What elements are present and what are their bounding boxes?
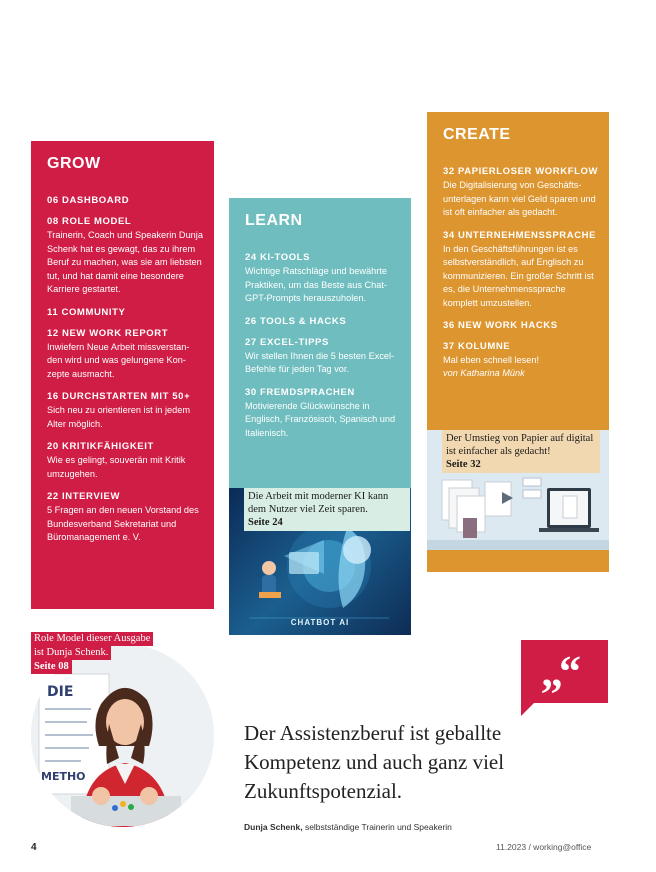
create-entries xyxy=(443,166,599,378)
toc-entry-description: Wichtige Ratschläge und bewährte Praktiken, um das Beste aus Chat-GPT-Prompts herauszuholen. xyxy=(245,266,387,304)
grow-title: GROW xyxy=(47,155,101,172)
learn-caption-text: Die Arbeit mit moderner KI kann dem Nutzer viel Zeit sparen. xyxy=(248,491,389,515)
learn-photo-caption xyxy=(244,488,410,531)
toc-entry[interactable] xyxy=(47,307,204,318)
learn-title: LEARN xyxy=(245,212,303,229)
toc-entry-heading: 32 PAPIERLOSER WORKFLOW xyxy=(443,166,599,177)
toc-entry-heading: 06 DASHBOARD xyxy=(47,195,130,206)
toc-entry[interactable] xyxy=(47,441,204,481)
toc-entry-heading: 11 COMMUNITY xyxy=(47,306,126,318)
chatbot-label: CHATBOT AI xyxy=(290,618,350,627)
toc-entry-heading: 26 TOOLS & HACKS xyxy=(245,315,347,327)
toc-entry-description: Inwiefern Neue Arbeit missverstan-den wird und was gelungene Kon-zepte ausmacht. xyxy=(47,341,190,379)
grow-column xyxy=(31,141,214,609)
toc-entry-description: Wie es gelingt, souverän mit Kritik umzugehen. xyxy=(47,455,186,479)
toc-entry[interactable] xyxy=(245,387,401,441)
toc-entry-heading: 27 EXCEL-TIPPS xyxy=(245,336,329,348)
toc-entry-author: von Katharina Münk xyxy=(443,367,525,378)
quote-author-role: selbstständige Trainerin und Speakerin xyxy=(302,822,452,832)
quote-marks-icon: „“ xyxy=(541,647,577,696)
toc-entry-heading: 08 ROLE MODEL xyxy=(47,216,132,227)
toc-entry-heading: 16 DURCHSTARTEN MIT 50+ xyxy=(47,391,191,403)
toc-entry-description: Die Digitalisierung von Geschäfts-unterlagen kann viel Geld sparen und ist oft einfacher als gedacht. xyxy=(443,180,596,218)
toc-entry[interactable] xyxy=(47,491,204,545)
toc-entry-heading: 34 UNTERNEHMENSSPRACHE xyxy=(443,229,597,241)
toc-entry-heading: 36 NEW WORK HACKS xyxy=(443,320,558,332)
toc-entry-heading: 20 KRITIKFÄHIGKEIT xyxy=(47,441,154,453)
toc-entry[interactable] xyxy=(245,252,401,306)
toc-entry-heading: 24 KI-TOOLS xyxy=(245,252,311,263)
folio: 11.2023 / working@office xyxy=(496,842,592,852)
toc-entry-description: Wir stellen Ihnen die 5 besten Excel-Befehle für jeden Tag vor. xyxy=(245,350,395,375)
board-heading-bottom: METHO xyxy=(41,770,86,783)
toc-entry-heading: 37 KOLUMNE xyxy=(443,341,511,353)
page-number: 4 xyxy=(31,842,37,853)
toc-entry[interactable] xyxy=(245,337,401,377)
toc-entry[interactable] xyxy=(47,216,204,297)
learn-entries xyxy=(245,252,401,440)
quote-attribution xyxy=(244,822,452,832)
toc-entry[interactable] xyxy=(47,195,204,206)
toc-entry[interactable] xyxy=(245,316,401,327)
toc-entry-heading: 30 FREMDSPRACHEN xyxy=(245,386,355,398)
quote-badge xyxy=(521,640,608,703)
pull-quote: Der Assistenzberuf ist geballte Kompetenz und auch ganz viel Zukunftspotenzial. xyxy=(244,721,505,803)
toc-entry-description: Mal eben schnell lesen! xyxy=(443,355,540,366)
quote-author-name: Dunja Schenk, xyxy=(244,822,303,832)
create-caption-page: Seite 32 xyxy=(446,459,481,470)
toc-entry[interactable] xyxy=(443,230,599,311)
role-caption-line2: ist Dunja Schenk. xyxy=(31,646,111,660)
toc-entry[interactable] xyxy=(47,328,204,382)
toc-entry-heading: 22 INTERVIEW xyxy=(47,491,121,503)
role-caption-line1: Role Model dieser Ausgabe xyxy=(31,632,153,646)
toc-entry[interactable] xyxy=(443,166,599,220)
toc-entry[interactable] xyxy=(47,391,204,431)
create-photo-caption xyxy=(442,430,600,473)
toc-entry-description: Trainerin, Coach und Speakerin Dunja Schenk hat es gewagt, das zu ihrem Beruf zu machen, was sie am liebsten tut, und hat damit eine besondere Karriere gestartet. xyxy=(47,230,203,295)
grow-entries xyxy=(47,195,204,545)
toc-entry-heading: 12 NEW WORK REPORT xyxy=(47,327,169,339)
role-caption-page: Seite 08 xyxy=(31,660,72,674)
learn-caption-page: Seite 24 xyxy=(248,517,283,528)
toc-entry[interactable] xyxy=(443,320,599,331)
quote-badge-tail xyxy=(521,703,534,716)
toc-entry[interactable] xyxy=(443,341,599,378)
toc-entry-description: In den Geschäftsführungen ist es selbstverständlich, auf Englisch zu kommunizieren. Ein großer Schritt ist es, die Unternehmenssprache komplett umzustellen. xyxy=(443,243,594,308)
role-model-caption xyxy=(31,632,153,674)
board-heading-top: DIE xyxy=(47,684,74,700)
toc-entry-description: Motivierende Glückwünsche in Englisch, Französisch, Spanisch und Italienisch. xyxy=(245,400,396,438)
toc-entry-description: Sich neu zu orientieren ist in jedem Alter möglich. xyxy=(47,405,190,429)
toc-entry-description: 5 Fragen an den neuen Vorstand des Bundesverband Sekretariat und Büromanagement e. V. xyxy=(47,505,199,543)
create-caption-text: Der Umstieg von Papier auf digital ist einfacher als gedacht! xyxy=(446,433,594,457)
create-title: CREATE xyxy=(443,126,511,143)
